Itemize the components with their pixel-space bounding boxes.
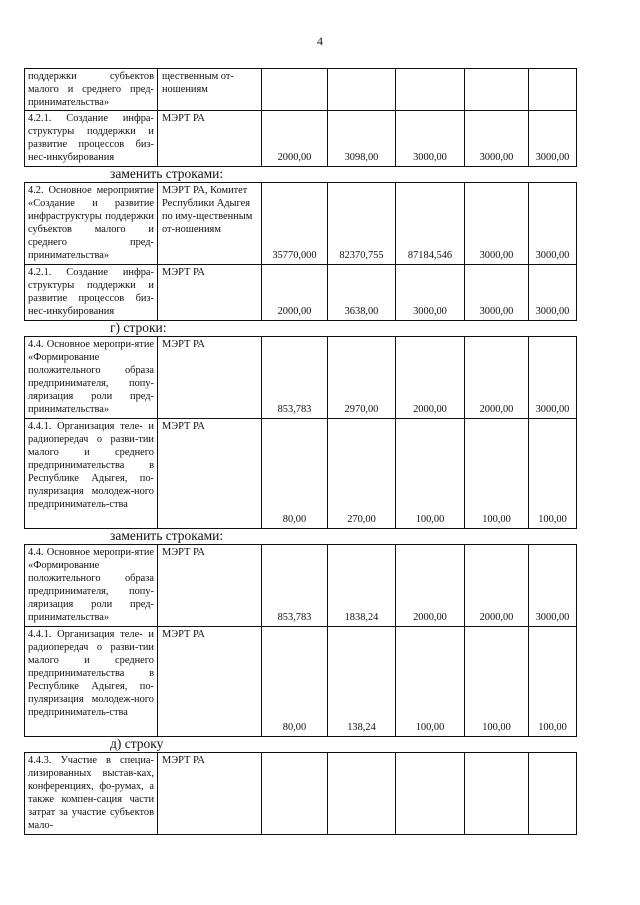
document-body <box>24 68 576 835</box>
cell-amount: 35770,000 <box>262 183 328 265</box>
section-heading: г) строки: <box>110 320 167 335</box>
cell-amount: 100,00 <box>396 627 465 737</box>
cell-amount: 2000,00 <box>465 545 529 627</box>
budget-table <box>24 752 577 835</box>
cell-executor: щественным от-ношениям <box>158 69 262 111</box>
cell-amount: 3638,00 <box>328 265 396 321</box>
cell-executor: МЭРТ РА <box>158 627 262 737</box>
cell-executor: МЭРТ РА <box>158 753 262 835</box>
cell-amount <box>396 753 465 835</box>
cell-amount: 100,00 <box>529 419 577 529</box>
cell-amount: 270,00 <box>328 419 396 529</box>
cell-activity: 4.2. Основное мероприятие «Создание и развитие инфраструктуры поддержки субъектов малого и среднего пред-принимательства» <box>25 183 158 265</box>
cell-amount: 3000,00 <box>465 265 529 321</box>
cell-amount: 3000,00 <box>529 265 577 321</box>
cell-amount: 853,783 <box>262 337 328 419</box>
cell-amount: 3000,00 <box>529 183 577 265</box>
cell-amount <box>328 753 396 835</box>
table-row <box>25 337 577 419</box>
cell-amount: 82370,755 <box>328 183 396 265</box>
page-number: 4 <box>317 34 323 48</box>
section-heading: заменить строками: <box>110 166 224 181</box>
cell-amount: 3000,00 <box>465 183 529 265</box>
cell-amount: 3000,00 <box>465 111 529 167</box>
cell-amount <box>262 753 328 835</box>
table-row <box>25 545 577 627</box>
section-heading: д) строку <box>110 736 164 751</box>
cell-executor: МЭРТ РА <box>158 545 262 627</box>
budget-table <box>24 182 577 321</box>
table-row <box>25 111 577 167</box>
table-row <box>25 183 577 265</box>
cell-amount: 2000,00 <box>465 337 529 419</box>
cell-executor: МЭРТ РА <box>158 337 262 419</box>
table-row <box>25 419 577 529</box>
cell-activity: 4.2.1. Создание инфра-структуры поддержки и развитие процессов биз-нес-инкубирования <box>25 111 158 167</box>
cell-amount: 100,00 <box>465 627 529 737</box>
cell-amount: 3000,00 <box>529 337 577 419</box>
cell-amount <box>465 69 529 111</box>
cell-amount: 853,783 <box>262 545 328 627</box>
cell-amount: 3000,00 <box>529 545 577 627</box>
cell-amount: 3000,00 <box>396 111 465 167</box>
cell-amount <box>396 69 465 111</box>
cell-executor: МЭРТ РА <box>158 265 262 321</box>
cell-executor: МЭРТ РА <box>158 111 262 167</box>
cell-activity: 4.4.1. Организация теле- и радиопередач о разви-тии малого и среднего предпринимательства в Республике Адыгея, по-пуляризация молодеж-ного предприниматель-ства <box>25 627 158 737</box>
cell-amount: 2000,00 <box>262 111 328 167</box>
budget-table <box>24 68 577 167</box>
cell-activity: поддержки субъектов малого и среднего пред-принимательства» <box>25 69 158 111</box>
section-heading: заменить строками: <box>110 528 224 543</box>
cell-amount: 100,00 <box>396 419 465 529</box>
cell-activity: 4.4. Основное меропри-ятие «Формирование положительного образа предпринимателя, попу-ляризация роли пред-принимательства» <box>25 545 158 627</box>
cell-amount: 2000,00 <box>396 337 465 419</box>
cell-activity: 4.4.3. Участие в специа-лизированных выстав-ках, конференциях, фо-румах, а также компен-сация части затрат за участие субъектов мало- <box>25 753 158 835</box>
cell-amount <box>529 69 577 111</box>
cell-executor: МЭРТ РА, Комитет Республики Адыгея по иму-щественным от-ношениям <box>158 183 262 265</box>
cell-activity: 4.2.1. Создание инфра-структуры поддержки и развитие процессов биз-нес-инкубирования <box>25 265 158 321</box>
table-row <box>25 627 577 737</box>
cell-amount: 2970,00 <box>328 337 396 419</box>
budget-table <box>24 336 577 529</box>
cell-amount <box>328 69 396 111</box>
cell-amount: 3000,00 <box>396 265 465 321</box>
budget-table <box>24 544 577 737</box>
cell-amount: 100,00 <box>529 627 577 737</box>
cell-executor: МЭРТ РА <box>158 419 262 529</box>
cell-amount: 3098,00 <box>328 111 396 167</box>
cell-activity: 4.4. Основное меропри-ятие «Формирование положительного образа предпринимателя, попу-ляризация роли пред-принимательства» <box>25 337 158 419</box>
cell-amount <box>262 69 328 111</box>
cell-amount <box>465 753 529 835</box>
cell-amount: 87184,546 <box>396 183 465 265</box>
cell-amount: 100,00 <box>465 419 529 529</box>
cell-amount <box>529 753 577 835</box>
table-row <box>25 69 577 111</box>
cell-amount: 3000,00 <box>529 111 577 167</box>
table-row <box>25 265 577 321</box>
cell-amount: 80,00 <box>262 627 328 737</box>
cell-amount: 2000,00 <box>396 545 465 627</box>
cell-amount: 1838,24 <box>328 545 396 627</box>
table-row <box>25 753 577 835</box>
cell-amount: 138,24 <box>328 627 396 737</box>
cell-amount: 2000,00 <box>262 265 328 321</box>
cell-activity: 4.4.1. Организация теле- и радиопередач о разви-тии малого и среднего предпринимательства в Республике Адыгея, по-пуляризация молодеж-ного предприниматель-ства <box>25 419 158 529</box>
cell-amount: 80,00 <box>262 419 328 529</box>
